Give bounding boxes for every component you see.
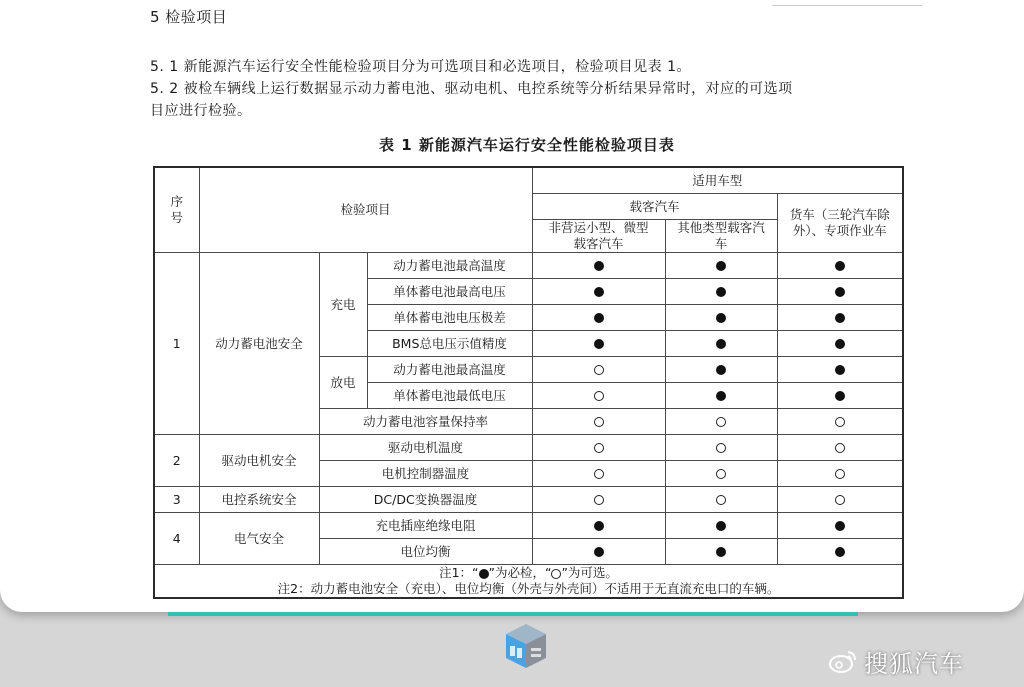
filled-dot-icon xyxy=(835,521,845,531)
group-1-charge: 充电 xyxy=(319,253,367,357)
hollow-circle-icon xyxy=(594,443,604,453)
filled-dot-icon xyxy=(594,339,604,349)
hollow-circle-icon xyxy=(716,469,726,479)
filled-dot-icon xyxy=(479,569,489,579)
group-1-discharge: 放电 xyxy=(319,357,367,409)
mark-cell xyxy=(532,253,665,279)
mark-cell xyxy=(665,513,777,539)
filled-dot-icon xyxy=(835,365,845,375)
mark-cell xyxy=(777,253,903,279)
header-col1: 非营运小型、微型载客汽车 xyxy=(532,220,665,253)
filled-dot-icon xyxy=(835,313,845,323)
group-3-name: 电控系统安全 xyxy=(199,487,319,513)
watermark-text: 搜狐汽车 xyxy=(864,650,964,678)
hollow-circle-icon xyxy=(835,469,845,479)
table-row-item: 单体蓄电池最低电压 xyxy=(367,383,532,409)
group-2-name: 驱动电机安全 xyxy=(199,435,319,487)
filled-dot-icon xyxy=(835,339,845,349)
mark-cell xyxy=(532,409,665,435)
mark-cell xyxy=(777,305,903,331)
mark-cell xyxy=(665,487,777,513)
group-1-no: 1 xyxy=(154,253,199,435)
mark-cell xyxy=(532,357,665,383)
header-item: 检验项目 xyxy=(199,167,532,253)
mark-cell xyxy=(665,409,777,435)
mark-cell xyxy=(665,279,777,305)
hollow-circle-icon xyxy=(716,495,726,505)
cube-logo-icon xyxy=(500,620,552,672)
filled-dot-icon xyxy=(835,261,845,271)
filled-dot-icon xyxy=(835,287,845,297)
table-row-item: 单体蓄电池最高电压 xyxy=(367,279,532,305)
mark-cell xyxy=(777,409,903,435)
hollow-circle-icon xyxy=(594,391,604,401)
mark-cell xyxy=(777,461,903,487)
mark-cell xyxy=(665,383,777,409)
mark-cell xyxy=(777,513,903,539)
mark-cell xyxy=(532,461,665,487)
table-row-item: DC/DC变换器温度 xyxy=(319,487,532,513)
mark-cell xyxy=(532,435,665,461)
hollow-circle-icon xyxy=(594,495,604,505)
paragraph-5-2-line2: 目应进行检验。 xyxy=(150,103,252,119)
table-caption: 表 1 新能源汽车运行安全性能检验项目表 xyxy=(379,136,675,154)
header-col3: 货车（三轮汽车除外）、专项作业车 xyxy=(777,194,903,253)
inspection-items-table xyxy=(153,166,904,599)
mark-cell xyxy=(665,305,777,331)
mark-cell xyxy=(665,331,777,357)
hollow-circle-icon xyxy=(835,417,845,427)
mark-cell xyxy=(777,331,903,357)
filled-dot-icon xyxy=(716,313,726,323)
mark-cell xyxy=(532,305,665,331)
filled-dot-icon xyxy=(716,547,726,557)
mark-cell xyxy=(665,435,777,461)
table-row-item: 电位均衡 xyxy=(319,539,532,565)
table-notes xyxy=(154,565,903,599)
filled-dot-icon xyxy=(594,287,604,297)
mark-cell xyxy=(532,279,665,305)
mark-cell xyxy=(665,357,777,383)
mark-cell xyxy=(777,279,903,305)
mark-cell xyxy=(532,513,665,539)
table-row-item: 动力蓄电池最高温度 xyxy=(367,357,532,383)
filled-dot-icon xyxy=(594,313,604,323)
table-row-item: 充电插座绝缘电阻 xyxy=(319,513,532,539)
filled-dot-icon xyxy=(716,365,726,375)
hollow-circle-icon xyxy=(716,443,726,453)
filled-dot-icon xyxy=(835,391,845,401)
group-3-no: 3 xyxy=(154,487,199,513)
mark-cell xyxy=(532,331,665,357)
paragraph-5-2-line1: 5. 2 被检车辆线上运行数据显示动力蓄电池、驱动电机、电控系统等分析结果异常时，对应的可选项 xyxy=(150,81,793,97)
header-applicable: 适用车型 xyxy=(532,167,903,194)
mark-cell xyxy=(777,357,903,383)
header-col2: 其他类型载客汽车 xyxy=(665,220,777,253)
mark-cell xyxy=(532,539,665,565)
mark-cell xyxy=(665,461,777,487)
mark-cell xyxy=(777,539,903,565)
filled-dot-icon xyxy=(835,547,845,557)
group-4-name: 电气安全 xyxy=(199,513,319,565)
table-row-item: 驱动电机温度 xyxy=(319,435,532,461)
filled-dot-icon xyxy=(594,521,604,531)
hollow-circle-icon xyxy=(716,417,726,427)
table-row-item: 电机控制器温度 xyxy=(319,461,532,487)
mark-cell xyxy=(532,487,665,513)
paragraph-5-1: 5. 1 新能源汽车运行安全性能检验项目分为可选项目和必选项目，检验项目见表 1。 xyxy=(150,59,692,75)
hollow-circle-icon xyxy=(594,469,604,479)
mark-cell xyxy=(777,383,903,409)
mark-cell xyxy=(777,435,903,461)
mark-cell xyxy=(665,539,777,565)
filled-dot-icon xyxy=(594,261,604,271)
weibo-icon xyxy=(828,648,858,674)
group-1-name: 动力蓄电池安全 xyxy=(199,253,319,435)
filled-dot-icon xyxy=(594,547,604,557)
note-1: 注1：“ ”为必检，“ ”为可选。 xyxy=(439,565,618,580)
page-top-rule xyxy=(772,0,922,6)
filled-dot-icon xyxy=(716,339,726,349)
hollow-circle-icon xyxy=(835,495,845,505)
accent-bar xyxy=(168,612,858,616)
mark-cell xyxy=(665,253,777,279)
group-4-no: 4 xyxy=(154,513,199,565)
filled-dot-icon xyxy=(716,287,726,297)
hollow-circle-icon xyxy=(594,417,604,427)
table-row-item: BMS总电压示值精度 xyxy=(367,331,532,357)
group-2-no: 2 xyxy=(154,435,199,487)
table-row-item: 单体蓄电池电压极差 xyxy=(367,305,532,331)
hollow-circle-icon xyxy=(835,443,845,453)
section-title: 5 检验项目 xyxy=(150,8,228,26)
hollow-circle-icon xyxy=(551,569,561,579)
table-row-item: 动力蓄电池最高温度 xyxy=(367,253,532,279)
hollow-circle-icon xyxy=(594,365,604,375)
table-row-item: 动力蓄电池容量保持率 xyxy=(319,409,532,435)
note-2: 注2：动力蓄电池安全（充电）、电位均衡（外壳与外壳间）不适用于无直流充电口的车辆。 xyxy=(277,581,780,596)
header-seq: 序号 xyxy=(154,167,199,253)
mark-cell xyxy=(777,487,903,513)
filled-dot-icon xyxy=(716,521,726,531)
filled-dot-icon xyxy=(716,391,726,401)
filled-dot-icon xyxy=(716,261,726,271)
header-passenger: 载客汽车 xyxy=(532,194,777,220)
mark-cell xyxy=(532,383,665,409)
